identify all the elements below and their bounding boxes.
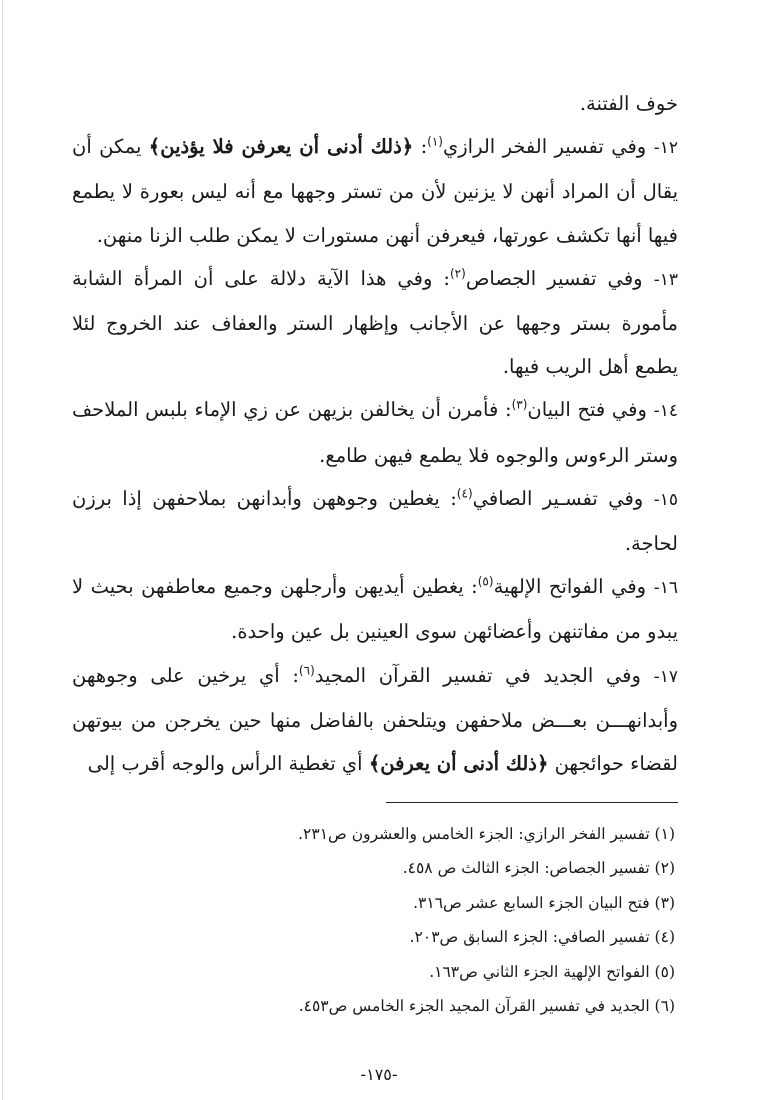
item-number: ١٥- [653,489,679,510]
footnote: (٣) فتح البيان الجزء السابع عشر ص٣١٦. [413,893,675,912]
quran-quote: ﴿ذلك أدنى أن يعرفن﴾ [368,752,549,776]
footnote-ref: (٣) [511,397,528,412]
footnote: (٥) الفواتح الإلهية الجزء الثاني ص١٦٣. [429,962,675,981]
page-edge-line [2,0,3,1100]
footnote-ref: (٥) [477,574,494,589]
paragraph-text: يمكن أن يقال أن المراد أنهن لا يزنين لأن من تستر وجهها مع أنه ليس بعورة لا يطمع فيها أنها تكشف عورتها، فيعرفن أنهن مستورات لا يمكن طلب الزنا منهن. [72,135,678,247]
paragraph-continuation [72,82,678,125]
paragraph-text: : يغطين وجوههن وأبدانهن بملاحفهن إذا برزن لحاجة. [72,486,678,556]
item-number: ١٣- [653,269,678,290]
source-title: وفي تفسير الفخر الرازي [442,135,647,159]
source-title: وفي الجديد في تفسير القرآن المجيد [314,663,641,687]
footnote-ref: (٤) [456,486,473,501]
source-title: وفي تفسير الجصاص [465,266,643,290]
paragraph-14 [72,388,678,476]
item-number: ١٢- [653,138,678,159]
separator: : [413,135,428,159]
footnote-ref: (٢) [449,266,466,281]
paragraph-text: : فأمرن أن يخالفن بزيهن عن زي الإماء بلبس الملاحف وستر الرءوس والوجوه فلا يطمع فيهن طامع. [72,398,678,467]
source-title: وفي فتح البيان [527,398,647,422]
footnote-ref: (١) [427,134,443,149]
paragraph-text: : يغطين أيديهن وأرجلهن وجميع معاطفهن بحيث لا يبدو من مفاتنهن وأعضائهن سوى العينين بل عين واحدة. [72,575,678,644]
footnote: (٤) تفسير الصافي: الجزء السابق ص٢٠٣. [409,928,675,947]
page-number: -١٧٥- [360,1065,398,1084]
paragraph-15 [72,477,678,565]
quran-quote: ﴿ذلك أدنى أن يعرفن فلا يؤذين﴾ [148,135,414,159]
footnotes [72,817,675,1023]
paragraph-text: أي تغطية الرأس والوجه أقرب إلى [87,752,369,776]
footnote-ref: (٦) [298,663,315,678]
item-number: ١٧- [653,666,679,687]
footnote: (١) تفسير الفخر الرازي: الجزء الخامس والعشرون ص٢٣١. [298,825,675,843]
paragraph-text: : أي يرخين على وجوههن وأبدانهـــن بعـــض ملاحفهن ويتلحفن بالفاضل منها حين يخرجن من بيوتهن لقضاء حوائجهن [72,663,678,776]
paragraph-13 [72,257,678,389]
source-title: وفي تفسـير الصافي [472,486,644,510]
paragraph-12 [72,125,678,257]
paragraph-text: : وفي هذا الآية دلالة على أن المرأة الشابة مأمورة بستر وجهها عن الأجانب وإظهار الستر والعفاف عند الخروج لئلا يطمع أهل الريب فيها. [72,266,678,379]
footnote: (٢) تفسير الجصاص: الجزء الثالث ص ٤٥٨. [402,859,675,878]
source-title: وفي الفواتح الإلهية [493,575,647,599]
main-text [72,82,678,785]
paragraph-17 [72,654,678,786]
footnote-separator [386,802,678,803]
paragraph-text: خوف الفتنة. [579,92,678,115]
footnote: (٦) الجديد في تفسير القرآن المجيد الجزء الخامس ص٤٥٣. [298,997,675,1016]
paragraph-16 [72,565,678,653]
item-number: ١٤- [653,401,678,422]
item-number: ١٦- [653,578,678,599]
